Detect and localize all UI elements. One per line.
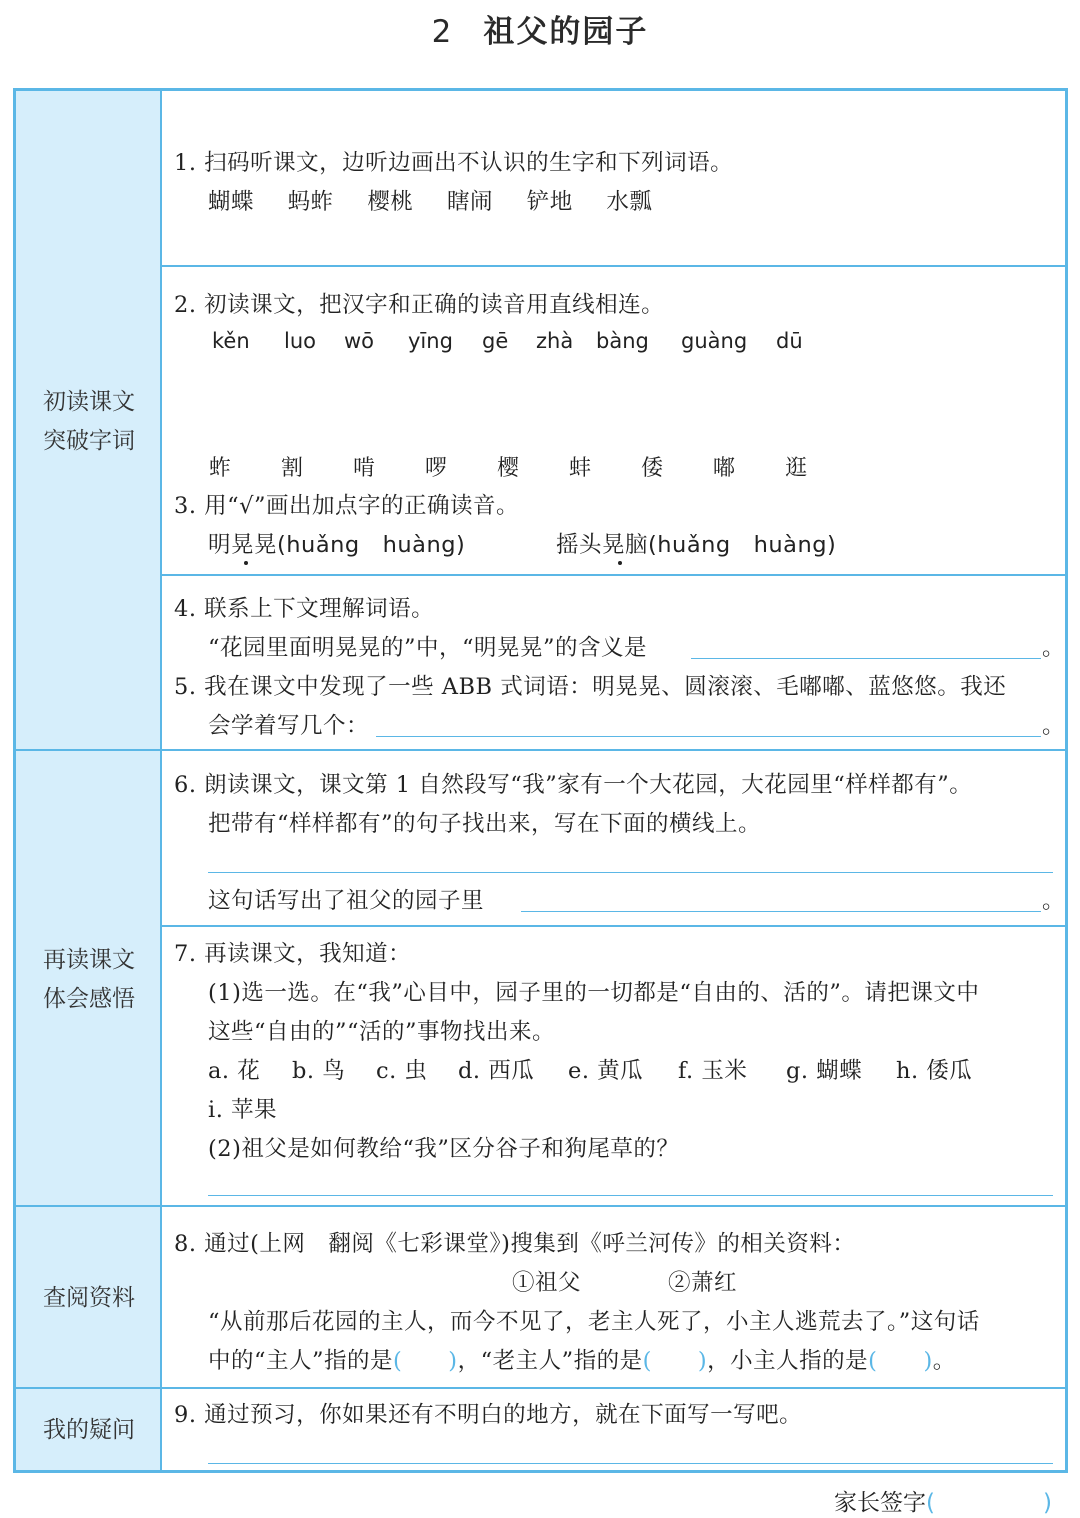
- q1-word: 铲地: [526, 189, 573, 215]
- q7-option[interactable]: e. 黄瓜: [568, 1058, 644, 1084]
- section-divider: [16, 1387, 162, 1389]
- row-divider: [162, 1387, 1065, 1389]
- period: 。: [1042, 635, 1066, 661]
- q7-option[interactable]: a. 花: [208, 1058, 261, 1084]
- q2-char[interactable]: 蚱: [209, 456, 232, 481]
- section-label-line: 体会感悟: [43, 986, 135, 1012]
- q2-char[interactable]: 逛: [785, 456, 808, 481]
- q7-option[interactable]: c. 虫: [376, 1058, 428, 1084]
- period: 。: [1042, 713, 1066, 739]
- q2-pinyin[interactable]: gē: [482, 329, 509, 353]
- row-divider: [162, 574, 1065, 576]
- q8-fill-in: [208, 1343, 956, 1375]
- q2-pinyin[interactable]: zhà: [536, 329, 574, 353]
- q2-char[interactable]: 割: [281, 456, 304, 481]
- section-label-research: 查阅资料: [43, 1285, 135, 1311]
- q2-pinyin[interactable]: yīng: [408, 329, 453, 353]
- answer-paren[interactable]: ( ): [393, 1348, 458, 1374]
- q6-prompt: 这句话写出了祖父的园子里: [208, 888, 485, 914]
- q1-word: 蚂蚱: [287, 189, 334, 215]
- signature-paren-close: ): [1042, 1490, 1052, 1516]
- section-label-line: 初读课文: [43, 389, 135, 415]
- q8-choice: ①祖父: [512, 1270, 582, 1296]
- q1-word: 樱桃: [367, 189, 414, 215]
- question-7: 7. 再读课文，我知道：: [174, 941, 412, 967]
- q7-option[interactable]: g. 蝴蝶: [786, 1058, 863, 1084]
- section-label-line: 再读课文: [43, 947, 135, 973]
- question-8: 8. 通过(上网 翻阅《七彩课堂》)搜集到《呼兰河传》的相关资料：: [174, 1231, 856, 1257]
- q7-option[interactable]: h. 倭瓜: [896, 1058, 973, 1084]
- q7-option[interactable]: f. 玉米: [678, 1058, 748, 1084]
- q7-part2: (2)祖父是如何教给“我”区分谷子和狗尾草的？: [208, 1136, 680, 1162]
- q1-word-list: [208, 184, 678, 216]
- question-4: 4. 联系上下文理解词语。: [174, 596, 435, 622]
- row-divider: [162, 265, 1065, 267]
- q1-word: 蝴蝶: [208, 189, 255, 215]
- q7-option[interactable]: d. 西瓜: [458, 1058, 535, 1084]
- q3-options[interactable]: (huǎng huàng): [277, 532, 466, 558]
- q5-prompt: 会学着写几个：: [208, 713, 370, 739]
- q2-char[interactable]: 啰: [425, 456, 448, 481]
- answer-line[interactable]: [691, 658, 1041, 659]
- q8-quote: “从前那后花园的主人，而今不见了，老主人死了，小主人逃荒去了。”这句话: [208, 1309, 980, 1335]
- section-label-first-reading: [16, 383, 162, 461]
- lesson-number: 2: [431, 14, 454, 50]
- q2-char[interactable]: 蚌: [569, 456, 592, 481]
- answer-paren[interactable]: ( ): [868, 1348, 933, 1374]
- period: 。: [932, 1348, 956, 1374]
- q7-part1-a: (1)选一选。在“我”心目中，园子里的一切都是“自由的、活的”。请把课文中: [208, 980, 980, 1006]
- parent-signature: [834, 1484, 1052, 1517]
- sidebar: [16, 91, 162, 1470]
- question-9: 9. 通过预习，你如果还有不明白的地方，就在下面写一写吧。: [174, 1402, 803, 1428]
- section-divider: [16, 749, 162, 751]
- question-2: 2. 初读课文，把汉字和正确的读音用直线相连。: [174, 292, 665, 318]
- page-title: [0, 6, 1080, 51]
- question-5: 5. 我在课文中发现了一些 ABB 式词语：明晃晃、圆滚滚、毛嘟嘟、蓝悠悠。我还: [174, 674, 1007, 700]
- q8-text: ，“老主人”指的是: [457, 1348, 643, 1374]
- q8-text: 中的“主人”指的是: [208, 1348, 394, 1374]
- section-divider: [16, 1205, 162, 1207]
- q2-pinyin[interactable]: dū: [776, 329, 803, 353]
- section-label-questions: 我的疑问: [43, 1417, 135, 1443]
- q2-pinyin[interactable]: bàng: [596, 329, 649, 353]
- answer-paren[interactable]: ( ): [642, 1348, 708, 1374]
- q2-pinyin[interactable]: wō: [344, 329, 375, 353]
- q1-word: 水瓢: [606, 189, 653, 215]
- q2-char[interactable]: 啃: [353, 456, 376, 481]
- section-label-line: 突破字词: [43, 428, 135, 454]
- row-divider: [162, 749, 1065, 751]
- emphasis-dot: [618, 561, 622, 565]
- q2-char[interactable]: 樱: [497, 456, 520, 481]
- lesson-title: 祖父的园子: [483, 14, 649, 50]
- period: 。: [1042, 888, 1066, 914]
- q7-option[interactable]: i. 苹果: [208, 1097, 278, 1123]
- q2-pinyin[interactable]: kěn: [212, 329, 250, 353]
- emphasis-dot: [244, 561, 248, 565]
- worksheet-table: [13, 88, 1068, 1473]
- answer-line[interactable]: [521, 911, 1041, 912]
- q1-word: 瞎闹: [447, 189, 494, 215]
- row-divider: [162, 925, 1065, 927]
- row-divider: [162, 1205, 1065, 1207]
- q7-part1-b: 这些“自由的”“活的”事物找出来。: [208, 1019, 556, 1045]
- q3-word: 摇头晃脑: [556, 532, 649, 558]
- question-1: 1. 扫码听课文，边听边画出不认识的生字和下列词语。: [174, 150, 734, 176]
- answer-line[interactable]: [376, 736, 1041, 737]
- q2-pinyin[interactable]: guàng: [681, 329, 748, 353]
- q7-option[interactable]: b. 鸟: [292, 1058, 346, 1084]
- answer-line[interactable]: [208, 1463, 1053, 1464]
- signature-paren-open: (: [926, 1490, 935, 1516]
- q3-word: 明晃晃: [208, 532, 278, 558]
- question-3: 3. 用“√”画出加点字的正确读音。: [174, 493, 519, 519]
- q3-item-a: [208, 527, 465, 559]
- parent-signature-label: 家长签字: [834, 1490, 926, 1516]
- q3-options[interactable]: (huǎng huàng): [648, 532, 837, 558]
- q2-char[interactable]: 倭: [641, 456, 664, 481]
- question-6: 6. 朗读课文，课文第 1 自然段写“我”家有一个大花园，大花园里“样样都有”。: [174, 772, 973, 798]
- section-label-reread: [16, 941, 162, 1019]
- q8-choice: ②萧红: [668, 1270, 738, 1296]
- answer-line[interactable]: [208, 872, 1053, 873]
- q4-prompt: “花园里面明晃晃的”中，“明晃晃”的含义是: [208, 635, 648, 661]
- q2-pinyin[interactable]: luo: [284, 329, 316, 353]
- q6-line2: 把带有“样样都有”的句子找出来，写在下面的横线上。: [208, 811, 762, 837]
- q2-char[interactable]: 嘟: [713, 456, 736, 481]
- q8-text: ，小主人指的是: [707, 1348, 869, 1374]
- q3-item-b: [556, 527, 836, 559]
- answer-line[interactable]: [208, 1195, 1053, 1196]
